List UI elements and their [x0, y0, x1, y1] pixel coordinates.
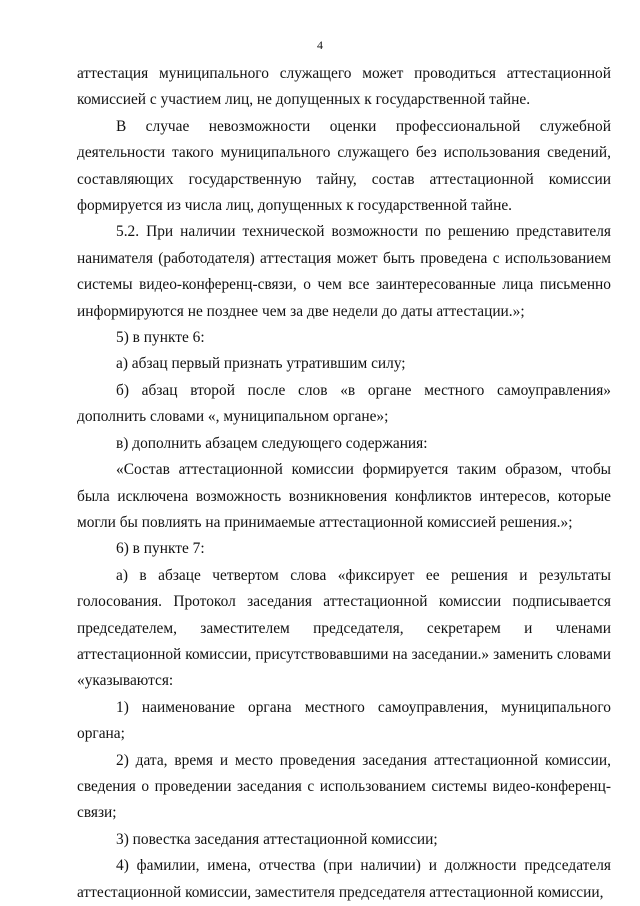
paragraph-item-5-a: а) абзац первый признать утратившим силу; — [116, 355, 406, 373]
paragraph-state-secret-commission: В случае невозможности оценки профессиональной служебной деятельности такого муниципального служащего без использования сведений, составляющих государственную тайну, состав аттестационной комиссии формируется из числа лиц, допущенных к государственной тайне. — [77, 117, 611, 215]
paragraph-quoted-commission-composition: «Состав аттестационной комиссии формируется таким образом, чтобы была исключена возможность возникновения конфликтов интересов, которые могли бы повлиять на принимаемые аттестационной комиссией решения.»; — [77, 461, 611, 531]
paragraph-subitem-1: 1) наименование органа местного самоуправления, муниципального органа; — [77, 698, 611, 743]
page-number: 4 — [317, 38, 323, 52]
paragraph-subitem-3: 3) повестка заседания аттестационной комиссии; — [116, 830, 438, 848]
paragraph-5-2-video-conference: 5.2. При наличии технической возможности по решению представителя нанимателя (работодателя) аттестация может быть проведена с использованием системы видео-конференц-связи, о чем все заинтересованные лица письменно информируются не позднее чем за две недели до даты аттестации.»; — [77, 223, 611, 320]
paragraph-subitem-4: 4) фамилии, имена, отчества (при наличии) и должности председателя аттестационной комиссии, заместителя председателя аттестационной комиссии, — [77, 857, 611, 901]
paragraph-item-5-b: б) абзац второй после слов «в органе местного самоуправления» дополнить словами «, муниципальном органе»; — [77, 381, 611, 426]
paragraph-item-5-v: в) дополнить абзацем следующего содержания: — [116, 434, 428, 452]
paragraph-continuation: аттестация муниципального служащего может проводиться аттестационной комиссией с участием лиц, не допущенных к государственной тайне. — [77, 65, 611, 109]
paragraph-item-6-a: а) в абзаце четвертом слова «фиксирует ее решения и результаты голосования. Протокол заседания аттестационной комиссии подписывается председателем, заместителем председателя, секретарем и членами аттестационной комиссии, присутствовавшими на заседании.» заменить словами «указываются: — [77, 566, 611, 690]
paragraph-subitem-2: 2) дата, время и место проведения заседания аттестационной комиссии, сведения о проведении заседания с использованием системы видео-конференц-связи; — [77, 751, 611, 822]
paragraph-item-6: 6) в пункте 7: — [116, 540, 205, 558]
document-body — [77, 61, 611, 906]
paragraph-item-5: 5) в пункте 6: — [116, 329, 205, 347]
